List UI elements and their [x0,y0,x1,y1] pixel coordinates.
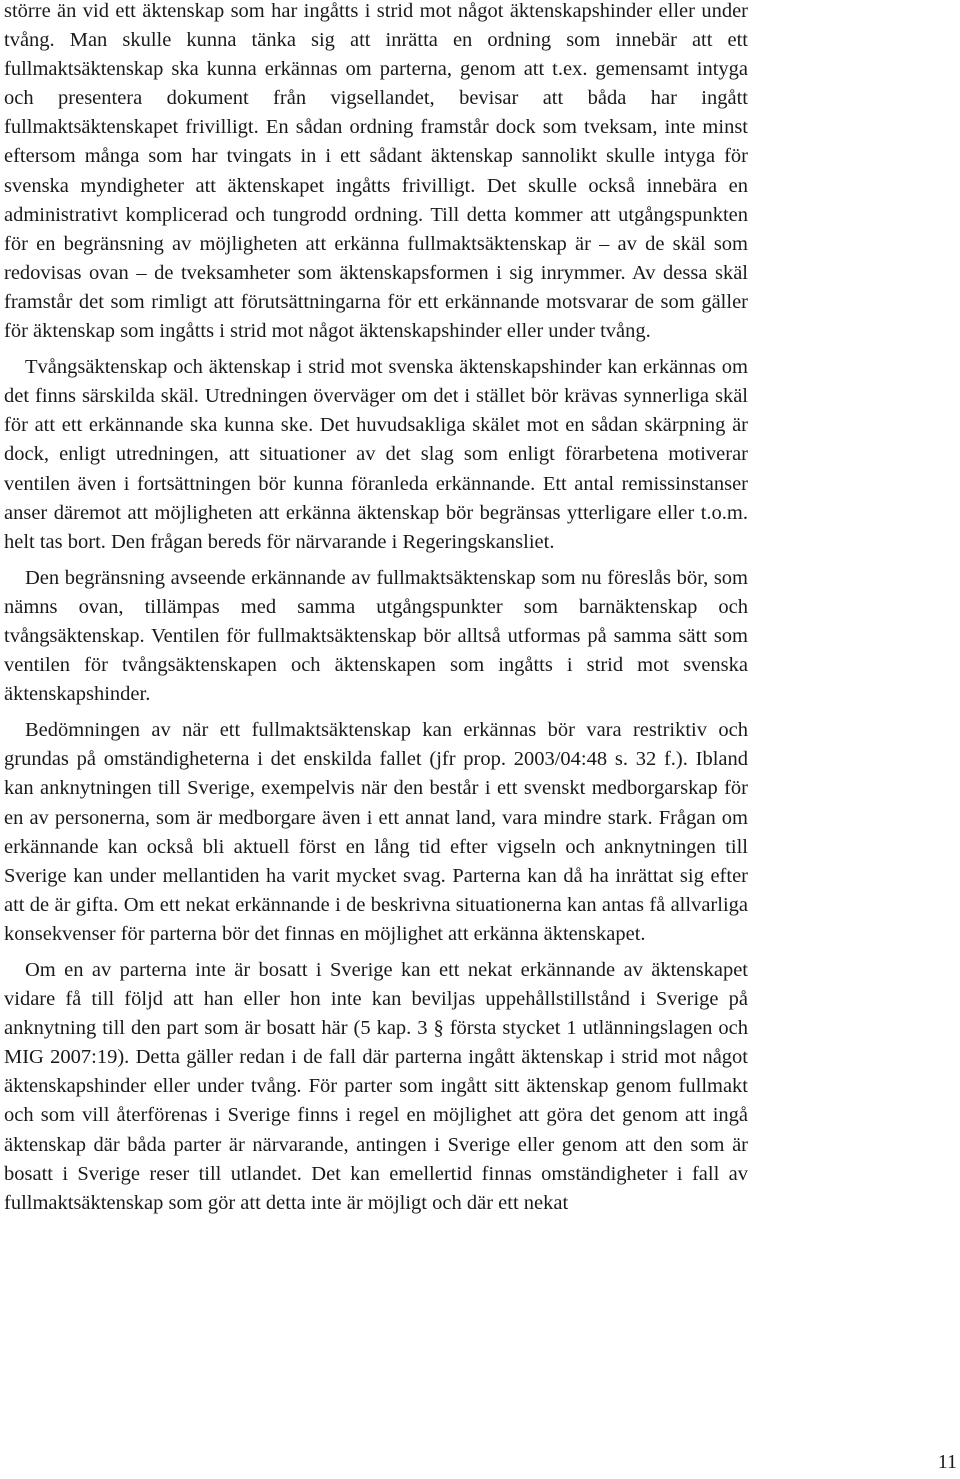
paragraph-bosatt: Om en av parterna inte är bosatt i Sverige kan ett nekat erkännande av äktenskapet vidare få till följd att han eller hon inte kan beviljas uppehållstillstånd i Sverige på anknytning till den part som är bosatt här (5 kap. 3 § första stycket 1 utlänningslagen och MIG 2007:19). Detta gäller redan i de fall där parterna ingått äktenskap i strid mot något äktenskapshinder eller under tvång. För parter som ingått sitt äktenskap genom fullmakt och som vill återförenas i Sverige finns i regel en möjlighet att göra det genom att ingå äktenskap där båda parter är närvarande, antingen i Sverige eller genom att den som är bosatt i Sverige reser till utlandet. Det kan emellertid finnas omständigheter i fall av fullmaktsäktenskap som gör att detta inte är möjligt och där ett nekat [4,959,748,1214]
paragraph-bedomningen: Bedömningen av när ett fullmaktsäktenskap kan erkännas bör vara restriktiv och grundas på omständigheterna i det enskilda fallet (jfr prop. 2003/04:48 s. 32 f.). Ibland kan anknytningen till Sverige, exempelvis när den består i ett svenskt medborgarskap för en av personerna, som är medborgare även i ett annat land, vara mindre stark. Frågan om erkännande kan också bli aktuell först en lång tid efter vigseln och anknytningen till Sverige kan under mellantiden ha varit mycket svag. Parterna kan då ha inrättat sig efter att de är gifta. Om ett nekat erkännande i de beskrivna situationerna kan antas få allvarliga konsekvenser för parterna bör det finnas en möjlighet att erkänna äktenskapet. [4,719,748,945]
paragraph-continuation: större än vid ett äktenskap som har ingåtts i strid mot något äktenskapshinder eller under tvång. Man skulle kunna tänka sig att inrätta en ordning som innebär att ett fullmaktsäktenskap ska kunna erkännas om parterna, genom att t.ex. gemensamt intyga och presentera dokument från vigsellandet, bevisar att båda har ingått fullmaktsäktenskapet frivilligt. En sådan ordning framstår dock som tveksam, inte minst eftersom många som har tvingats in i ett sådant äktenskap sannolikt skulle intyga för svenska myndigheter att äktenskapet ingåtts frivilligt. Det skulle också innebära en administrativt komplicerad och tungrodd ordning. Till detta kommer att utgångspunkten för en begränsning av möjligheten att erkänna fullmaktsäktenskap är – av de skäl som redovisas ovan – de tveksamheter som äktenskapsformen i sig inrymmer. Av dessa skäl framstår det som rimligt att förutsättningarna för ett erkännande motsvarar de som gäller för äktenskap som ingåtts i strid mot något äktenskapshinder eller under tvång. [4,0,748,343]
paragraph-tvangsaktenskap: Tvångsäktenskap och äktenskap i strid mot svenska äktenskapshinder kan erkännas om det finns särskilda skäl. Utredningen överväger om det i stället bör krävas synnerliga skäl för att ett erkännande ska kunna ske. Det huvudsakliga skälet mot en sådan skärpning är dock, enligt utredningen, att situationer av det slag som enligt förarbetena motiverar ventilen även i fortsättningen bör kunna föranleda erkännande. Ett antal remissinstanser anser däremot att möjligheten att erkänna äktenskap bör begränsas ytterligare eller t.o.m. helt tas bort. Den frågan bereds för närvarande i Regeringskansliet. [4,356,748,553]
document-body [4,0,748,1218]
paragraph-begransning: Den begränsning avseende erkännande av fullmaktsäktenskap som nu föreslås bör, som nämns ovan, tillämpas med samma utgångspunkter som barnäktenskap och tvångsäktenskap. Ventilen för fullmaktsäktenskap bör alltså utformas på samma sätt som ventilen för tvångsäktenskapen och äktenskapen som ingåtts i strid mot svenska äktenskapshinder. [4,566,748,706]
page-number: 11 [937,1451,957,1473]
